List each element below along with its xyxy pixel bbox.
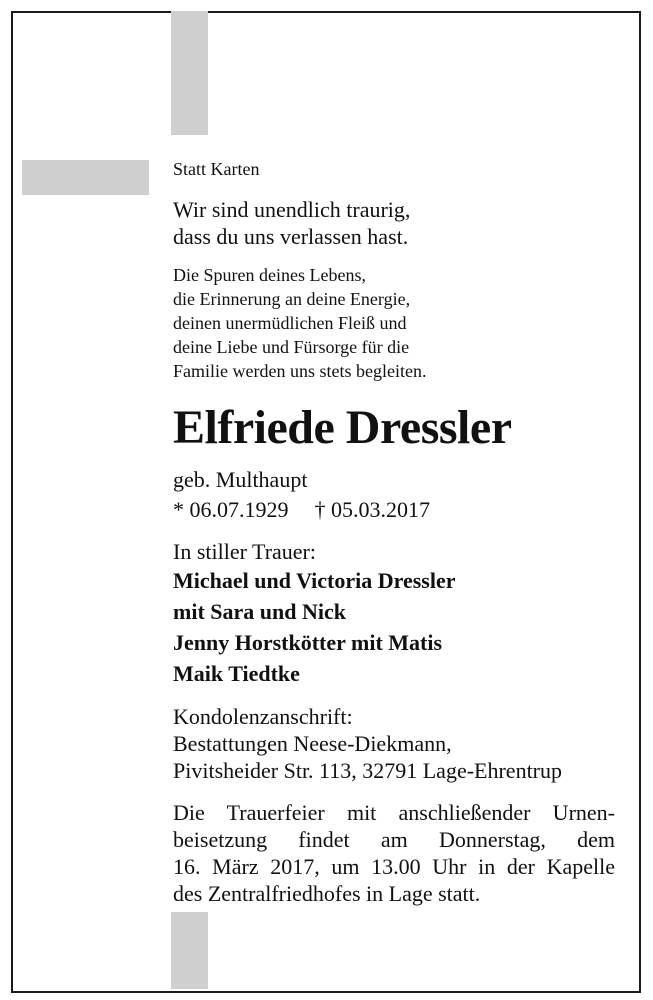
- ceremony-text: [173, 799, 623, 907]
- mourner-name: Maik Tiedtke: [173, 661, 300, 686]
- birth-date: * 06.07.1929: [173, 497, 289, 522]
- opening-line: dass du uns verlassen hast.: [173, 224, 409, 249]
- life-dates: [173, 496, 623, 523]
- mourner-name: Jenny Horstkötter mit Matis: [173, 630, 443, 655]
- condolence-address: [173, 703, 623, 784]
- poem-line: die Erinnerung an deine Energie,: [173, 289, 411, 309]
- poem-line: deinen unermüdlichen Fleiß und: [173, 313, 407, 333]
- condolence-line: Bestattungen Neese-Diekmann,: [173, 731, 452, 756]
- opening-line: Wir sind unendlich traurig,: [173, 197, 411, 222]
- condolence-line: Pivitsheider Str. 113, 32791 Lage-Ehrentrup: [173, 758, 563, 783]
- mourners-list: [173, 565, 623, 689]
- ceremony-line: Die Trauerfeier mit anschließender Urnen-: [173, 800, 615, 825]
- death-date: † 05.03.2017: [314, 497, 430, 522]
- mourner-name: mit Sara und Nick: [173, 599, 346, 624]
- ceremony-line: 16. März 2017, um 13.00 Uhr in der Kapelle: [173, 854, 615, 879]
- poem-line: Familie werden uns stets begleiten.: [173, 361, 427, 381]
- ceremony-line: beisetzung findet am Donnerstag, dem: [173, 827, 615, 852]
- cross-vertical-bottom: [171, 912, 208, 989]
- deceased-name: Elfriede Dressler: [173, 401, 512, 454]
- ceremony-line: des Zentralfriedhofes in Lage statt.: [173, 881, 481, 906]
- cross-vertical-top: [171, 11, 208, 135]
- opening-lines: [173, 196, 623, 250]
- poem-line: deine Liebe und Fürsorge für die: [173, 337, 410, 357]
- poem-line: Die Spuren deines Lebens,: [173, 265, 366, 285]
- mourners-heading: In stiller Trauer:: [173, 539, 316, 564]
- mourner-name: Michael und Victoria Dressler: [173, 568, 456, 593]
- cross-horizontal-left: [22, 160, 149, 195]
- birth-name: geb. Multhaupt: [173, 467, 308, 492]
- condolence-heading: Kondolenzanschrift:: [173, 704, 353, 729]
- intro-text: Statt Karten: [173, 159, 260, 179]
- notice-content: [173, 157, 623, 907]
- poem: [173, 263, 623, 383]
